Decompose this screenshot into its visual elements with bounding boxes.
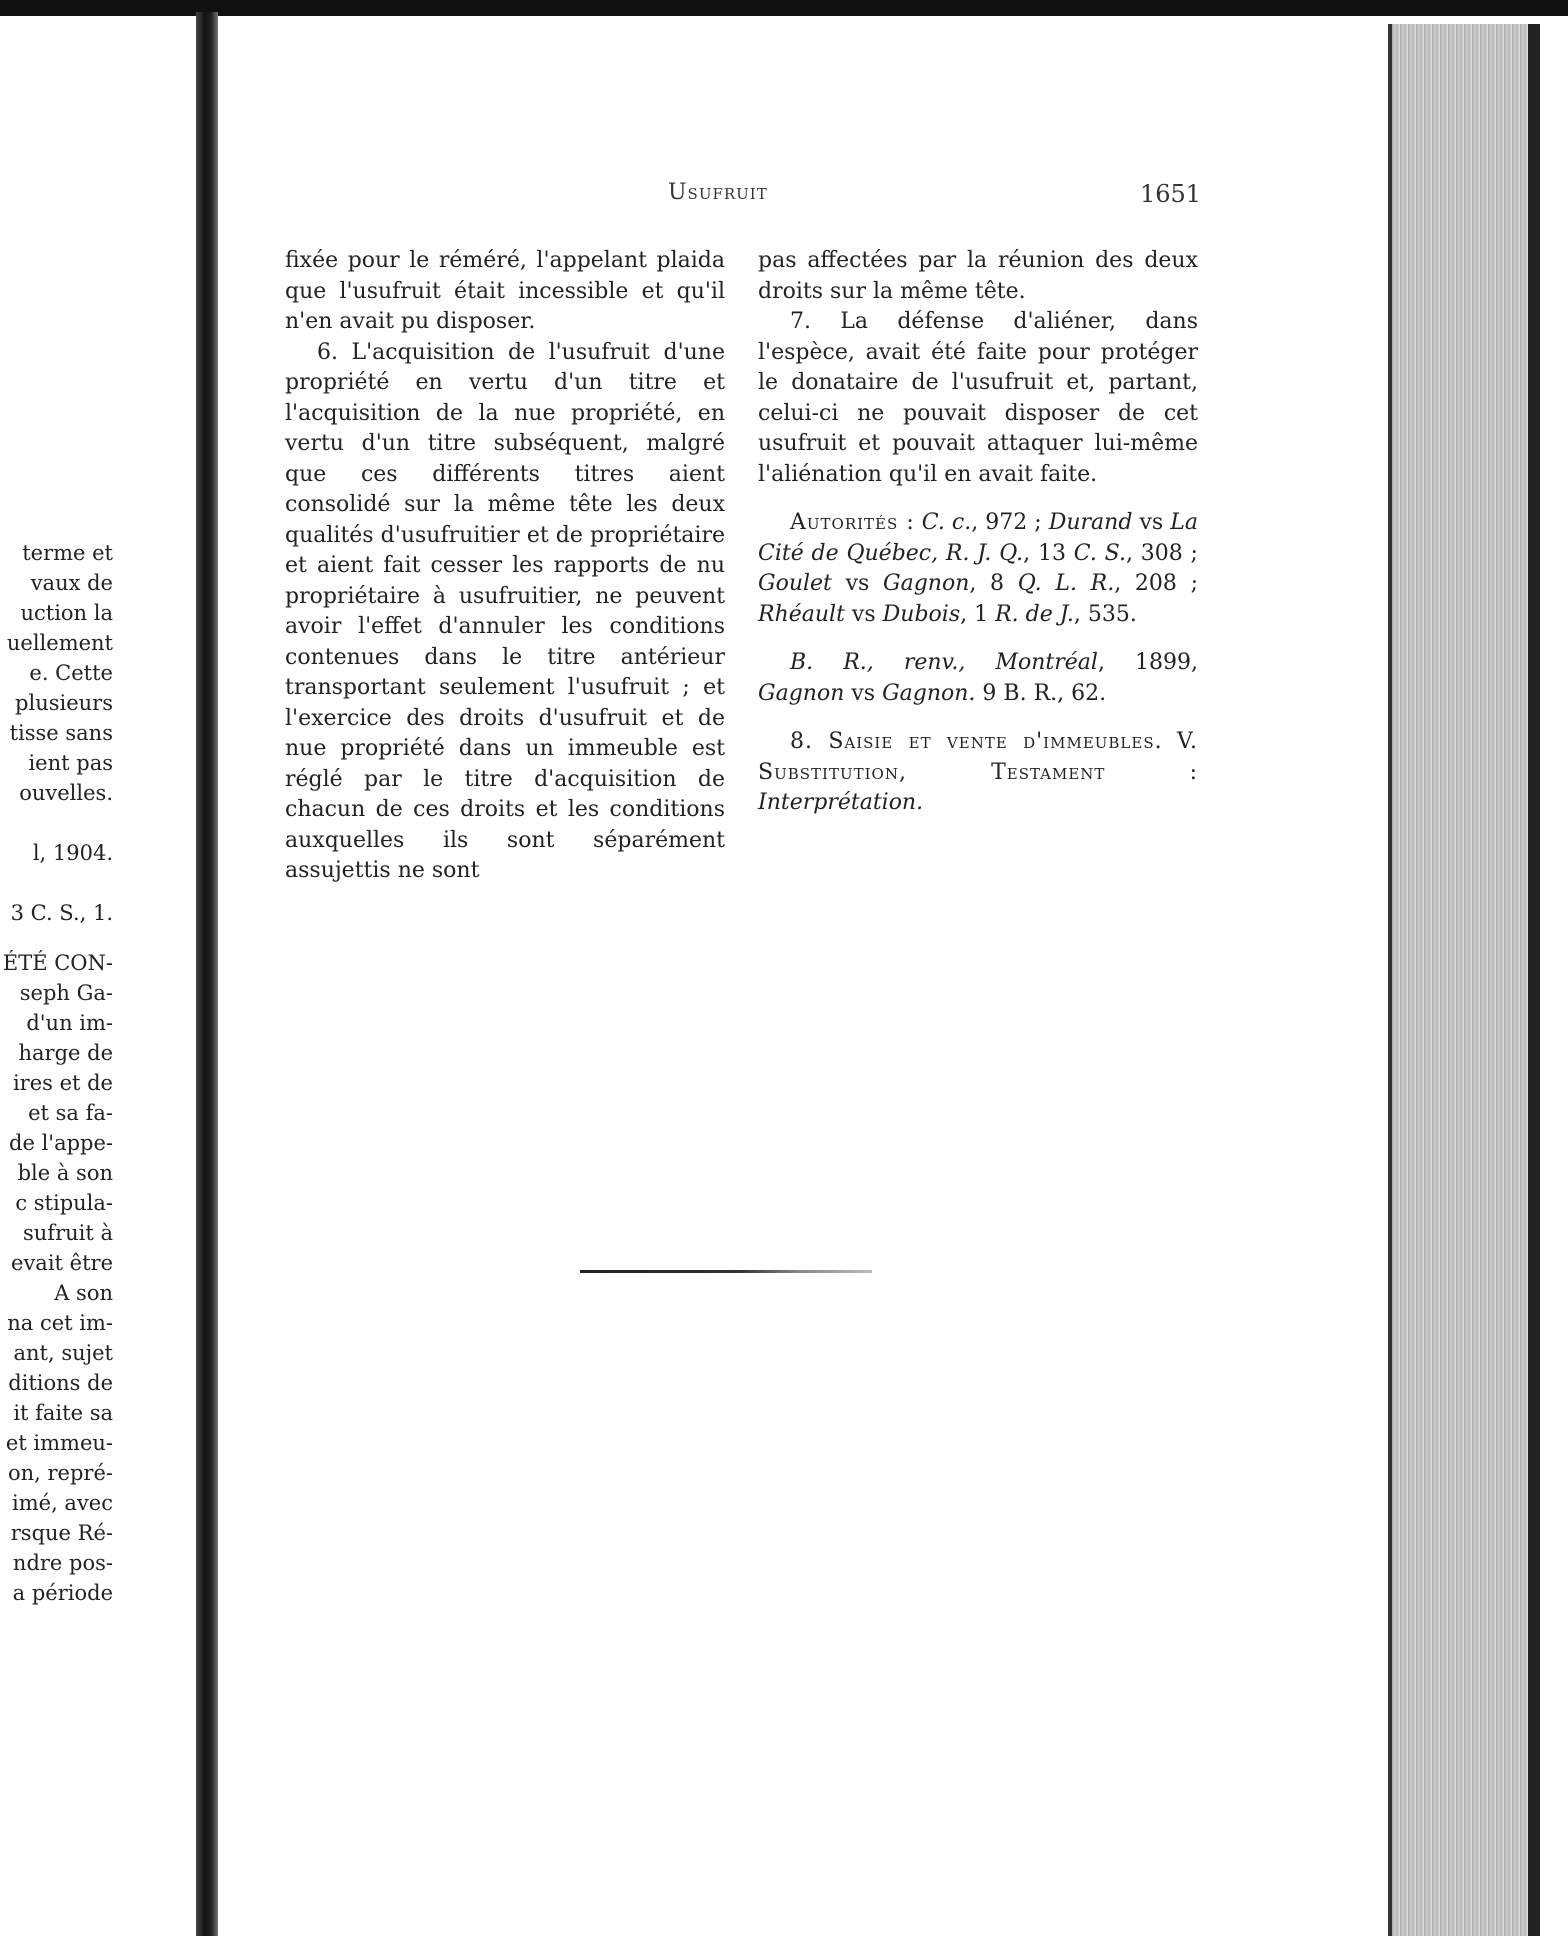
facing-page-line: it faite sa [13,1401,113,1425]
facing-page-line: rsque Ré- [10,1521,113,1545]
cite: C. S. [1073,540,1126,566]
facing-page-line: A son [54,1281,113,1305]
facing-page-line: ires et de [12,1071,113,1095]
facing-page-line: 3 C. S., 1. [10,901,113,925]
facing-page-strip [0,16,200,1936]
page-edges [1392,24,1528,1936]
cite: vs [1132,510,1171,535]
facing-page-line: ditions de [8,1371,113,1395]
paragraph-7: 7. La défense d'aliéner, dans l'espèce, avait été faite pour protéger le donataire de l'usufruit et, partant, celui-ci ne pouvait disposer de cet usufruit et pouvait attaquer lui-même l'aliénation qu'il en avait faite. [758,309,1198,487]
cite: Dubois [882,601,961,627]
cite: , 208 ; [1114,571,1198,596]
facing-page-line: d'un im- [26,1011,113,1035]
cite: Gagnon [758,680,845,706]
paragraph-6: 6. L'acquisition de l'usufruit d'une propriété en vertu d'un titre et l'acquisition de la nue propriété, en vertu d'un titre subséquent, malgré que ces différents titres aient consolidé sur la même tête les deux qualités d'usufruitier et de propriétaire et aient fait cesser les rapports de nu propriétaire à usufruitier, ne peuvent avoir l'effet d'annuler les conditions contenues dans le titre antérieur transportant seulement l'usufruit ; et l'exercice des droits d'usufruit et de nue propriété dans un immeuble est réglé par le titre d'acquisition de chacun de ces droits et les conditions auxquelles ils sont séparément assujettis ne sont [285,339,725,883]
cite: , 308 ; [1125,540,1198,566]
cite: C. c. [921,510,972,535]
running-head: Usufruit [668,180,768,205]
facing-page-line: vaux de [30,571,113,595]
cite: Durand [1048,510,1133,535]
facing-page-line: et immeu- [5,1431,113,1455]
facing-page-line: e. Cette [29,661,113,685]
cite: , 13 [1023,540,1074,566]
facing-page-line: na cet im- [7,1311,113,1335]
facing-page-line: on, repré- [8,1461,113,1485]
xref-see: V. Substitution, Testament : [758,729,1198,785]
facing-page-line: terme et [22,541,113,565]
facing-page-line: tisse sans [9,721,113,745]
facing-page-line: l, 1904. [32,841,113,865]
facing-page-line: evait être [11,1251,113,1275]
cite: Rhéault [758,601,845,627]
cite: , 1899, [1097,650,1199,675]
book-cover-edge [1528,24,1540,1936]
cite: R. de J. [995,601,1074,627]
case-citation [758,648,1198,709]
facing-page-line: ndre pos- [12,1551,113,1575]
cite: Gagnon. [882,680,976,706]
cite: , 972 ; [971,510,1049,535]
paragraph-continuation: pas affectées par la réunion des deux droits sur la même tête. [758,248,1198,304]
facing-page-line: ant, sujet [13,1341,113,1365]
facing-page-line: ient pas [28,751,113,775]
facing-page-line: sufruit à [23,1221,113,1245]
book-gutter [196,12,218,1936]
facing-page-line: uellement [6,631,113,655]
facing-page-line: harge de [18,1041,113,1065]
page-number: 1651 [1140,180,1202,208]
cite: Q. L. R. [1017,571,1115,596]
end-rule [580,1270,872,1273]
facing-page-line: imé, avec [12,1491,113,1515]
cite: La Cité de Québec, R. J. Q. [758,510,1198,566]
cite: , 535. [1073,601,1137,627]
cross-reference [758,727,1198,819]
facing-page-line: uction la [20,601,113,625]
facing-page-line: et sa fa- [28,1101,113,1125]
cite: , 8 [969,571,1018,596]
facing-page-line: a période [12,1581,113,1605]
facing-page-line: ÉTÉ CON- [2,951,113,975]
facing-page-line: seph Ga- [19,981,113,1005]
left-column [285,246,725,887]
facing-page-line: ouvelles. [19,781,113,805]
xref-heading: 8. Saisie et vente d'immeubles. [790,729,1163,754]
scan-top-border [0,0,1568,16]
facing-page-line: c stipula- [15,1191,113,1215]
facing-page-line: ble à son [17,1161,113,1185]
cite: 9 B. R., 62. [975,680,1107,706]
cite: B. R., renv., Montréal [790,650,1098,675]
cite: vs [844,680,883,706]
cite: Gagnon [883,571,970,596]
xref-term: Interprétation. [758,790,924,815]
cite: vs [831,571,883,596]
facing-page-line: plusieurs [15,691,113,715]
cite: Goulet [758,571,832,596]
facing-page-line: de l'appe- [9,1131,113,1155]
cite: vs [844,601,883,627]
authorities-label: Autorités : [790,510,915,535]
authorities-citation [758,508,1198,630]
right-column [758,246,1198,819]
cite: , 1 [960,601,996,627]
paragraph-continuation: fixée pour le réméré, l'appelant plaida que l'usufruit était incessible et qu'il n'en avait pu disposer. [285,248,725,334]
